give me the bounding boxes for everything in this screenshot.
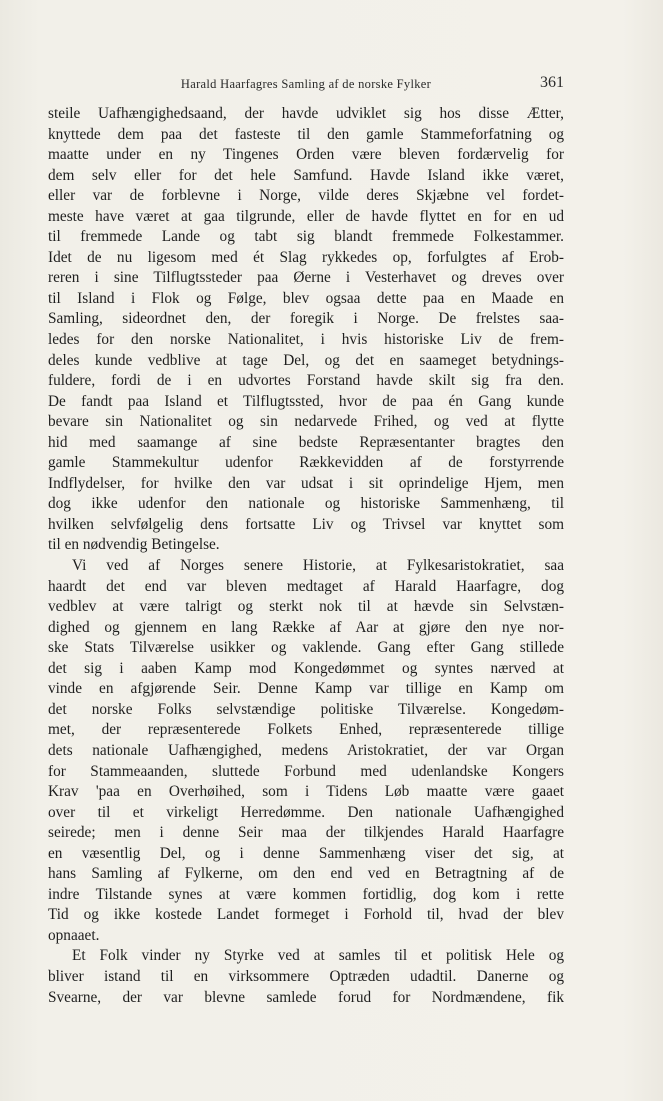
text-line: det norske Folks selvstændige politiske Tilværelse. Kongedøm-	[48, 700, 564, 718]
text-line: dighed og gjennem en lang Række af Aar at gjøre den nye nor-	[48, 618, 564, 636]
paragraph-start-line: Vi ved af Norges senere Historie, at Fylkesaristokratiet, saa	[72, 557, 564, 575]
text-line: til fremmede Lande og tabt sig blandt fremmede Folkestammer.	[48, 228, 564, 246]
text-line: bevare sin Nationalitet og sin nedarvede Frihed, og ved at flytte	[48, 413, 564, 431]
text-line: vedblev at være talrigt og sterkt nok til at hævde sin Selvstæn-	[48, 598, 564, 616]
text-line: bliver istand til en virksommere Optræden udadtil. Danerne og	[48, 967, 564, 985]
paragraph-start-line: Et Folk vinder ny Styrke ved at samles til et politisk Hele og	[72, 947, 564, 965]
text-line: haardt det end var bleven medtaget af Harald Haarfagre, dog	[48, 577, 564, 595]
text-line: til Island i Flok og Følge, blev ogsaa dette paa en Maade en	[48, 289, 564, 307]
text-line: gamle Stammekultur udenfor Rækkevidden af de forstyrrende	[48, 454, 564, 472]
text-line: maatte under en ny Tingenes Orden være bleven fordærvelig for	[48, 146, 564, 164]
text-line: Tid og ikke kostede Landet formeget i Forhold til, hvad der blev	[48, 906, 564, 924]
text-line: Svearne, der var blevne samlede forud for Nordmændene, fik	[48, 988, 564, 1006]
text-line: hvilken selvfølgelig dens fortsatte Liv og Trivsel var knyttet som	[48, 515, 564, 533]
running-title: Harald Haarfagres Samling af de norske Fylker	[180, 77, 432, 91]
text-line: vinde en afgjørende Seir. Denne Kamp var tillige en Kamp om	[48, 680, 564, 698]
text-line: dem selv eller for det hele Samfund. Havde Island ikke været,	[48, 166, 564, 184]
text-line: eller var de forblevne i Norge, vilde deres Skjæbne vel fordet-	[48, 187, 564, 205]
text-line: hid med saamange af sine bedste Repræsentanter bragtes den	[48, 433, 564, 451]
paragraph-end-line: til en nødvendig Betingelse.	[48, 536, 220, 554]
text-line: Samling, sideordnet den, der foregik i Norge. De frelstes saa-	[48, 310, 564, 328]
text-line: indre Tilstande synes at være kommen fortidlig, dog kom i rette	[48, 885, 564, 903]
text-line: hans Samling af Fylkerne, om den end ved en Betragtning af de	[48, 865, 564, 883]
text-line: over til et virkeligt Herredømme. Den nationale Uafhængighed	[48, 803, 564, 821]
page-header	[48, 74, 564, 96]
paragraph-end-line: opnaaet.	[48, 926, 100, 944]
text-line: dets nationale Uafhængighed, medens Aristokratiet, der var Organ	[48, 741, 564, 759]
text-line: steile Uafhængighedsaand, der havde udviklet sig hos disse Ætter,	[48, 105, 564, 122]
text-line: knyttede dem paa det fasteste til den gamle Stammeforfatning og	[48, 125, 564, 143]
text-line: det sig i aaben Kamp mod Kongedømmet og syntes nærved at	[48, 659, 564, 677]
text-line: met, der repræsenterede Folkets Enhed, repræsenterede tillige	[48, 721, 564, 739]
text-line: Idet de nu ligesom med ét Slag rykkedes op, forfulgtes af Erob-	[48, 248, 564, 266]
page-number: 361	[540, 74, 564, 91]
text-line: ledes for den norske Nationalitet, i hvis historiske Liv de frem-	[48, 331, 564, 349]
text-line: ske Stats Tilværelse usikker og vaklende. Gang efter Gang stillede	[48, 639, 564, 657]
text-line: fuldere, fordi de i en udvortes Forstand havde skilt sig fra den.	[48, 372, 564, 390]
text-line: Indflydelser, for hvilke den var udsat i sit oprindelige Hjem, men	[48, 474, 564, 492]
text-line: De fandt paa Island et Tilflugtssted, hvor de paa én Gang kunde	[48, 392, 564, 410]
text-line: deles kunde vedblive at tage Del, og det en saameget betydnings-	[48, 351, 564, 369]
text-line: meste have været at gaa tilgrunde, eller de havde flyttet en for en ud	[48, 207, 564, 225]
text-line: dog ikke udenfor den nationale og historiske Sammenhæng, til	[48, 495, 564, 513]
text-line: Krav 'paa en Overhøihed, som i Tidens Løb maatte være gaaet	[48, 783, 564, 801]
body-text	[48, 104, 564, 1008]
text-line: reren i sine Tilflugtssteder paa Øerne i Vesterhavet og dreves over	[48, 269, 564, 287]
text-line: seirede; men i denne Seir maa der tilkjendes Harald Haarfagre	[48, 824, 564, 842]
text-line: en væsentlig Del, og i denne Sammenhæng viser det sig, at	[48, 844, 564, 862]
text-line: for Stammeaanden, sluttede Forbund med udenlandske Kongers	[48, 762, 564, 780]
